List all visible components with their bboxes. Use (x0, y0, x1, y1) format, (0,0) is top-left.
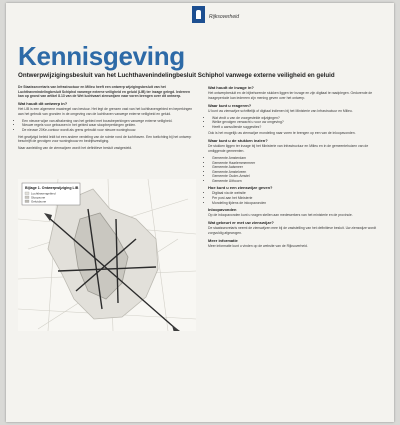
coat-of-arms-icon (192, 6, 205, 23)
list-item: • Gemeente Uithoorn (212, 179, 384, 184)
municipality-list (208, 156, 384, 184)
bullet-list (208, 191, 384, 205)
paragraph: Het ontwerpbesluit en de bijbehorende stukken liggen ter inzage en zijn digitaal te raadplegen. Gedurende de inzageperiode kan iedereen zijn mening geven over het ontwerp. (208, 91, 373, 100)
organisation-name: Rijksoverheid (209, 14, 240, 20)
paragraph: Meer informatie kunt u vinden op de website van de Rijksoverheid. (208, 243, 308, 248)
list-item: • Heeft u aanvullende suggesties? (212, 125, 384, 130)
list-item: • Een nieuwe wijze van afbakening van het gebied met bouwbeperkingen vanwege externe veiligheid. (22, 119, 196, 124)
list-item: • De nieuwe 20Ke-contour wordt als grens gebruikt voor nieuwe woningbouw. (22, 128, 196, 133)
list-item: • Nieuwe regels voor gebouwen in het gebied waar sloopbeperkingen gelden. (22, 123, 196, 128)
list-item: • Gemeente Amsterdam (212, 156, 384, 161)
list-item: • Gemeente Haarlemmermeer (212, 161, 384, 166)
section-heading: Waar kunt u de stukken inzien? (208, 138, 268, 144)
paragraph: U kunt uw zienswijze schriftelijk of digitaal indienen bij het Ministerie van Infrastructuur en Milieu. (208, 108, 353, 113)
legend-item: Geluidzone (31, 199, 47, 204)
paragraph: Het LIB is een algemene maatregel van bestuur. Het legt de grenzen vast van het luchthavengebied en beperkingen aan het gebruik van gronden in de omgeving van de luchthaven vanwege externe veiligheid en geluid. (18, 107, 193, 116)
section-heading: Waar kunt u reageren? (208, 102, 252, 108)
notice-title: Kennisgeving (18, 41, 185, 71)
section-heading: Wat houdt dit ontwerp in? (18, 101, 68, 107)
paragraph: Op de inloopavonden kunt u vragen stellen aan medewerkers van het ministerie en de provincie. (208, 213, 353, 218)
section-heading: Meer informatie (208, 237, 238, 243)
section-heading: Hoe kunt u een zienswijze geven? (208, 185, 273, 191)
list-item: • Welke gevolgen verwacht u voor uw omgeving? (212, 120, 384, 125)
left-column (18, 85, 196, 153)
bullet-list (208, 116, 384, 130)
legend-item: Sloopzone (31, 195, 46, 200)
notice-subtitle: Ontwerpwijzigingsbesluit van het Luchthavenindelingbesluit Schiphol vanwege externe veiligheid en geluid (18, 72, 335, 79)
list-item: • Wat vindt u van de voorgestelde wijzigingen? (212, 116, 384, 121)
list-item: • Gemeente Ouder-Amstel (212, 174, 384, 179)
list-item: • Gemeente Amstelveen (212, 170, 384, 175)
section-heading: Wat gebeurt er met uw zienswijze? (208, 220, 274, 226)
paragraph: De stukken liggen ter inzage bij het Ministerie van Infrastructuur en Milieu en in de gemeentehuizen van de omliggende gemeenten. (208, 144, 369, 153)
legend-title: Bijlage 1. Ontwerpwijziging LIB (25, 186, 79, 190)
schiphol-map (18, 179, 196, 331)
section-heading: Wat houdt de inzage in? (208, 85, 254, 90)
paragraph: De staatssecretaris neemt de zienswijzen mee bij de vaststelling van het definitieve besluit. Uw zienswijze wordt zorgvuldig afgewogen. (208, 226, 377, 235)
list-item: • Digitaal via de website (212, 191, 384, 196)
bullet-list (18, 119, 196, 133)
intro-paragraph: De Staatssecretaris van Infrastructuur en Milieu heeft een ontwerp wijzigingsbesluit van het Luchthavenindelingbesluit Schiphol vanwege externe veiligheid en geluid (LIB) ter inzage gelegd. Iedereen kan op grond van artikel 8.13 van de Wet luchtvaart zienswijzen naar voren brengen over dit ontwerp. (18, 85, 191, 99)
map-graphic (18, 179, 196, 331)
list-item: • Per post aan het Ministerie (212, 196, 384, 201)
list-item: • Mondeling tijdens de inloopavonden (212, 201, 384, 206)
legend-item: Luchthavengebied (31, 191, 56, 196)
section-heading: Inloopavonden (208, 207, 237, 213)
right-column (208, 83, 384, 251)
paragraph: Ook is het mogelijk uw zienswijze mondeling naar voren te brengen op een van de inloopavonden. (208, 131, 356, 136)
list-item: • Gemeente Aalsmeer (212, 165, 384, 170)
paragraph: Het gewijzigd beleid leidt tot een andere verdeling van de ruimte rond de luchthaven. Een toelichting bij het ontwerp beschrijft de gevolgen voor woningbouw en bedrijfsvestiging. (18, 134, 192, 144)
newspaper-page (6, 3, 394, 422)
paragraph: Naar aanleiding van de zienswijzen wordt het definitieve besluit vastgesteld. (18, 146, 133, 151)
